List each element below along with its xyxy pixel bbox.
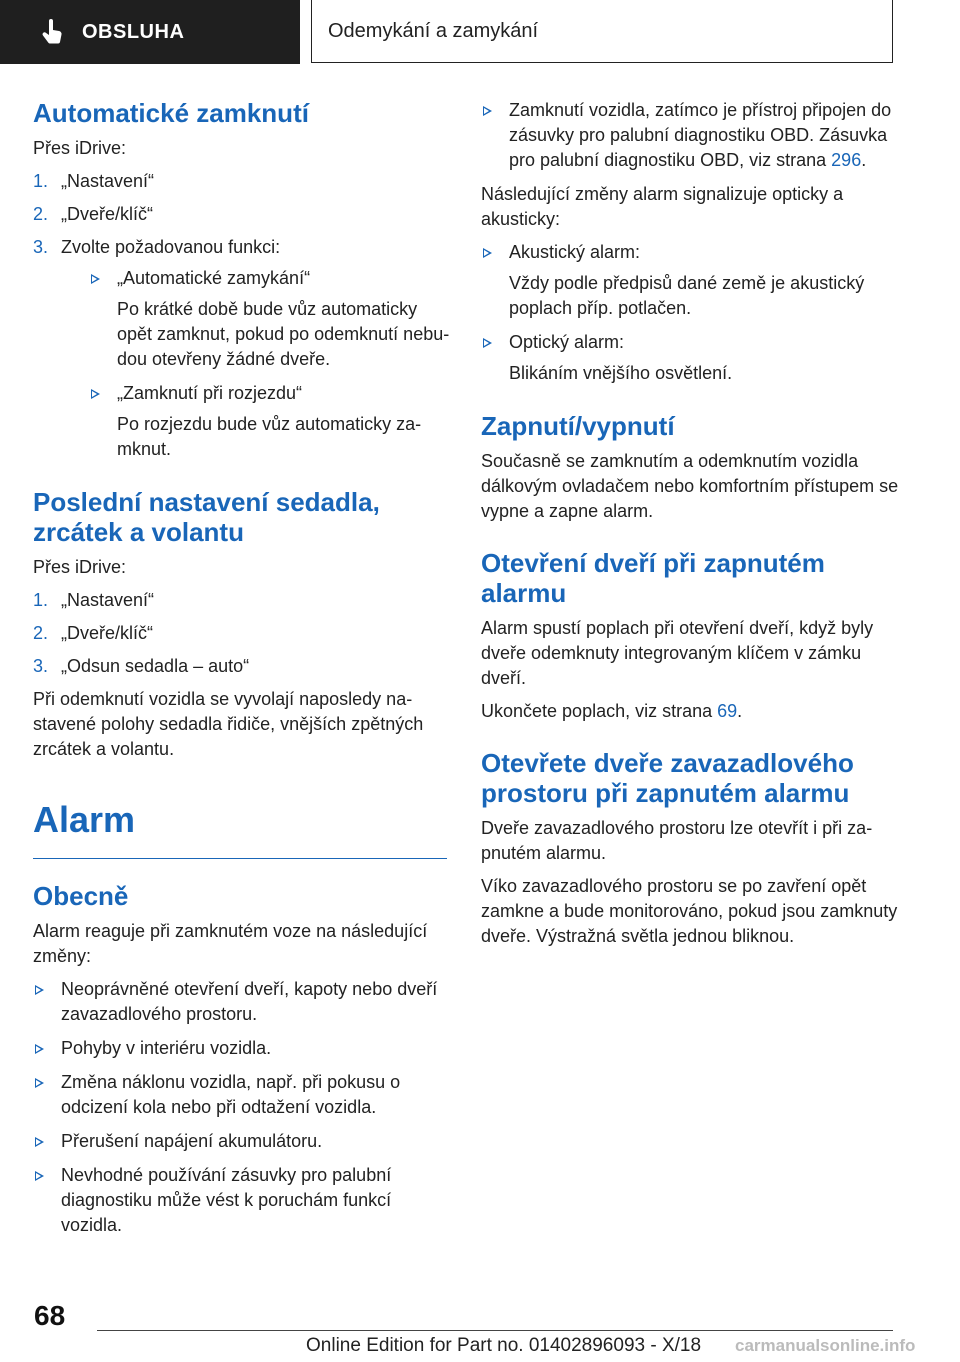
list-item — [33, 621, 451, 646]
option-desc: Po rozjezdu bude vůz automaticky zamknut. — [117, 414, 422, 459]
signal-intro: Následující změny alarm signalizuje opticky a akusticky: — [481, 184, 844, 229]
page-ref-link[interactable]: 296 — [831, 150, 862, 170]
trunk-p1: Dveře zavazadlového prostoru lze otevřít i při zapnutém alarmu. — [481, 818, 873, 863]
option-title: „Zamknutí při rozjezdu“ — [117, 383, 303, 403]
footer-divider — [97, 1330, 893, 1331]
triangle-bullet-icon — [35, 1044, 44, 1054]
triangle-bullet-icon — [35, 985, 44, 995]
chapter-title-alarm: Alarm — [33, 799, 136, 840]
general-intro: Alarm reaguje při zamknutém voze na následující změny: — [33, 921, 428, 966]
punctuation: . — [861, 150, 867, 170]
list-item — [33, 235, 451, 462]
last-settings-intro: Přes iDrive: — [33, 557, 127, 577]
triangle-bullet-icon — [483, 106, 492, 116]
header-tab — [0, 0, 300, 64]
step-text: „Odsun sedadla – auto“ — [61, 656, 250, 676]
heading-last-settings: Poslední nastavení sedadla, zrcátek a volantu — [33, 487, 380, 547]
heading-door-open: Otevření dveří při zapnutém alarmu — [481, 548, 825, 608]
hand-pointer-icon — [40, 19, 64, 45]
auto-lock-intro: Přes iDrive: — [33, 138, 127, 158]
list-item — [33, 654, 451, 679]
list-item-text: Nevhodné používání zásuvky pro palubní diagnostiku může vést k poruchám funkcí vozidla. — [61, 1165, 392, 1235]
last-settings-steps — [33, 588, 451, 679]
watermark: carmanualsonline.info — [735, 1336, 916, 1355]
triangle-bullet-icon — [483, 248, 492, 258]
trunk-p2: Víko zavazadlového prostoru se po zavření opět zamkne a bude monitorováno, pokud jsou zamknuty dveře. Výstražná světla jednou bliknou. — [481, 876, 898, 946]
punctuation: . — [737, 701, 743, 721]
step-text: „Nastavení“ — [61, 590, 155, 610]
list-item — [33, 202, 451, 227]
signal-desc: Blikáním vnějšího osvětlení. — [509, 363, 733, 383]
step-text: „Nastavení“ — [61, 171, 155, 191]
signal-title: Akustický alarm: — [509, 242, 641, 262]
step-number: 2. — [33, 204, 49, 224]
signal-desc: Vždy podle předpisů dané země je akustický poplach příp. potlačen. — [509, 273, 865, 318]
list-item — [33, 1070, 451, 1120]
step-number: 3. — [33, 656, 49, 676]
list-item-text: Přerušení napájení akumulátoru. — [61, 1131, 323, 1151]
triangle-bullet-icon — [91, 389, 100, 399]
list-item-text: Změna náklonu vozidla, např. při pokusu o odcizení kola nebo při odtažení vozidla. — [61, 1072, 401, 1117]
list-item — [89, 266, 451, 372]
right-column — [481, 98, 899, 957]
left-column — [33, 98, 451, 1247]
list-item-text: Pohyby v interiéru vozidla. — [61, 1038, 272, 1058]
step-number: 2. — [33, 623, 49, 643]
step-text: „Dveře/klíč“ — [61, 623, 154, 643]
on-off-text: Současně se zamknutím a odemknutím vozidla dálkovým ovladačem nebo komfortním přístupem se vypne a zapne alarm. — [481, 451, 899, 521]
list-item — [33, 1163, 451, 1238]
last-settings-paragraph: Při odemknutí vozidla se vyvolají naposledy nastavené polohy sedadla řidiče, vnějších zpětných zrcátek a volantu. — [33, 689, 424, 759]
triangle-bullet-icon — [91, 274, 100, 284]
section-title: Odemykání a zamykání — [328, 19, 539, 42]
heading-general: Obecně — [33, 881, 129, 911]
list-item — [33, 1129, 451, 1154]
signal-list — [481, 240, 899, 386]
triangle-bullet-icon — [35, 1171, 44, 1181]
list-item — [89, 381, 451, 462]
chapter-divider — [33, 858, 447, 859]
heading-trunk: Otevřete dveře zavazadlového prostoru při zapnutém alarmu — [481, 748, 854, 808]
list-item — [33, 588, 451, 613]
list-item — [33, 1036, 451, 1061]
header-tab-label: OBSLUHA — [82, 20, 185, 43]
option-title: „Automatické zamykání“ — [117, 268, 311, 288]
list-item — [481, 330, 899, 386]
heading-on-off: Zapnutí/vypnutí — [481, 411, 675, 441]
list-item — [33, 169, 451, 194]
list-item — [481, 98, 899, 173]
triangle-bullet-icon — [35, 1137, 44, 1147]
list-item — [33, 977, 451, 1027]
door-open-end — [481, 699, 899, 724]
obd-text: Zamknutí vozidla, zatímco je přístroj připojen do zásuvky pro palubní diagnostiku OBD. Zásuvka pro palubní diagnostiku OBD, viz strana — [509, 100, 892, 170]
option-desc: Po krátké době bude vůz automaticky opět zamknut, pokud po odemknutí nebudou otevřeny žádné dveře. — [117, 299, 450, 369]
page-number: 68 — [34, 1300, 66, 1331]
section-title-box — [311, 0, 893, 63]
step-number: 1. — [33, 171, 49, 191]
heading-auto-lock: Automatické zamknutí — [33, 98, 309, 128]
footer-edition: Online Edition for Part no. 01402896093 - X/18 — [306, 1335, 702, 1356]
step-number: 1. — [33, 590, 49, 610]
page-ref-link[interactable]: 69 — [717, 701, 738, 721]
list-item — [481, 240, 899, 321]
obd-list — [481, 98, 899, 173]
auto-lock-steps — [33, 169, 451, 462]
signal-title: Optický alarm: — [509, 332, 625, 352]
alarm-trigger-list — [33, 977, 451, 1238]
triangle-bullet-icon — [483, 338, 492, 348]
list-item-text: Neoprávněné otevření dveří, kapoty nebo dveří zavazadlového prostoru. — [61, 979, 438, 1024]
triangle-bullet-icon — [35, 1078, 44, 1088]
auto-lock-options — [89, 266, 451, 462]
step-number: 3. — [33, 237, 49, 257]
door-open-text: Alarm spustí poplach při otevření dveří, když byly dveře odemknuty integrovaným klíčem v zámku dveří. — [481, 618, 874, 688]
step-text: Zvolte požadovanou funkci: — [61, 237, 281, 257]
step-text: „Dveře/klíč“ — [61, 204, 154, 224]
door-open-end-text: Ukončete poplach, viz strana — [481, 701, 718, 721]
